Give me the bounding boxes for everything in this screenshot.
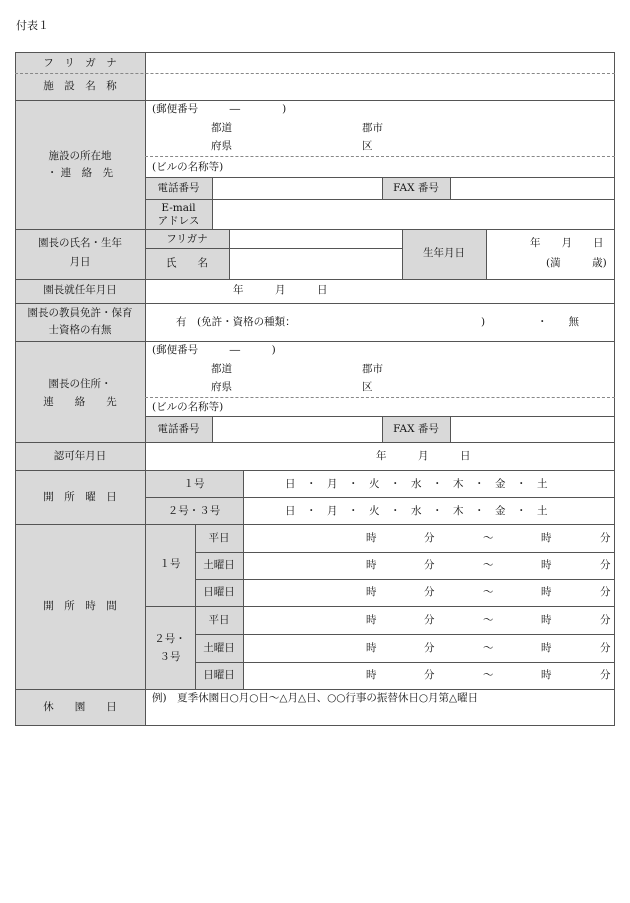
director-prefecture-label-top: 都道 xyxy=(211,363,232,375)
director-address-label-line2: 連 絡 先 xyxy=(43,396,117,408)
director-label-line1: 園長の氏名・生年 xyxy=(38,237,122,249)
open-days-label: 開 所 曜 日 xyxy=(43,491,117,503)
email-label-line2: アドレス xyxy=(157,215,200,227)
open-hours-type-2-3-line1: ２号・ xyxy=(154,633,186,645)
director-address-label-line1: 園長の住所・ xyxy=(48,378,112,390)
start-hour-unit: 時 xyxy=(366,614,377,626)
open-days-type-1: １号 xyxy=(183,478,205,490)
email-input[interactable] xyxy=(213,200,614,229)
day-type-weekday: 平日 xyxy=(208,614,230,626)
open-hours-label: 開 所 時 間 xyxy=(43,600,117,612)
day-type-sunday: 日曜日 xyxy=(203,586,235,598)
open-days-type-2-3: ２号・３号 xyxy=(167,505,221,517)
facility-name-label: 施 設 名 称 xyxy=(43,80,117,92)
approval-date-value: 年 月 日 xyxy=(376,450,471,462)
director-tel-input[interactable] xyxy=(213,417,381,442)
license-no-option[interactable]: ・ 無 xyxy=(537,316,579,328)
holidays-label: 休 園 日 xyxy=(43,701,117,713)
email-label-line1: E-mail xyxy=(161,202,196,214)
end-hour-unit: 時 xyxy=(541,559,552,571)
license-yes-option[interactable]: 有 (免許・資格の種類： xyxy=(176,316,296,328)
end-minute-unit: 分 xyxy=(600,559,611,571)
range-tilde: ～ xyxy=(483,532,494,544)
row-line xyxy=(15,100,615,101)
end-minute-unit: 分 xyxy=(600,532,611,544)
start-hour-unit: 時 xyxy=(366,642,377,654)
start-minute-unit: 分 xyxy=(424,614,435,626)
day-type-sunday: 日曜日 xyxy=(203,669,235,681)
license-label-line2: 士資格の有無 xyxy=(48,324,112,336)
end-hour-unit: 時 xyxy=(541,532,552,544)
director-fax-input[interactable] xyxy=(451,417,614,442)
holidays-input[interactable] xyxy=(146,690,614,725)
start-hour-unit: 時 xyxy=(366,586,377,598)
ward-label: 区 xyxy=(362,140,373,152)
director-postal-code-label: (郵便番号 ― ) xyxy=(152,344,276,356)
end-minute-unit: 分 xyxy=(600,669,611,681)
postal-code-label: (郵便番号 ― ) xyxy=(152,103,287,115)
appointment-date-value: 年 月 日 xyxy=(233,284,328,296)
birth-date-value: 年 月 日 xyxy=(530,237,604,249)
day-type-saturday: 土曜日 xyxy=(203,642,235,654)
start-minute-unit: 分 xyxy=(424,532,435,544)
row-line xyxy=(145,606,615,607)
end-hour-unit: 時 xyxy=(541,586,552,598)
cell-divider xyxy=(486,229,487,279)
day-type-weekday: 平日 xyxy=(208,532,230,544)
range-tilde: ～ xyxy=(483,642,494,654)
director-fax-label: FAX 番号 xyxy=(393,423,439,435)
building-divider xyxy=(145,156,615,157)
director-furigana-label: フリガナ xyxy=(166,233,208,245)
range-tilde: ～ xyxy=(483,614,494,626)
end-hour-unit: 時 xyxy=(541,642,552,654)
row-line xyxy=(195,634,615,635)
start-minute-unit: 分 xyxy=(424,642,435,654)
building-name-label: (ビルの名称等) xyxy=(152,161,224,173)
open-days-selector-2-3[interactable]: 日 ・ 月 ・ 火 ・ 水 ・ 木 ・ 金 ・ 土 xyxy=(285,505,548,517)
building-divider xyxy=(145,397,615,398)
open-hours-type-1: １号 xyxy=(159,558,181,570)
row-line xyxy=(15,442,615,443)
row-line xyxy=(15,341,615,342)
start-minute-unit: 分 xyxy=(424,669,435,681)
end-minute-unit: 分 xyxy=(600,614,611,626)
cell-divider xyxy=(243,470,244,524)
end-hour-unit: 時 xyxy=(541,614,552,626)
row-line xyxy=(195,552,615,553)
city-label: 郡市 xyxy=(362,122,383,134)
address-label-line2: ・ 連 絡 先 xyxy=(46,167,114,179)
end-minute-unit: 分 xyxy=(600,642,611,654)
fax-input[interactable] xyxy=(451,178,614,199)
license-close-paren: ) xyxy=(481,316,486,328)
range-tilde: ～ xyxy=(483,559,494,571)
facility-furigana-input[interactable] xyxy=(146,53,614,73)
start-hour-unit: 時 xyxy=(366,669,377,681)
address-label-line1: 施設の所在地 xyxy=(48,150,112,162)
prefecture-label-bottom: 府県 xyxy=(211,140,232,152)
start-hour-unit: 時 xyxy=(366,559,377,571)
tel-input[interactable] xyxy=(213,178,381,199)
start-minute-unit: 分 xyxy=(424,586,435,598)
age-value: (満 歳) xyxy=(546,257,607,269)
open-days-selector-1[interactable]: 日 ・ 月 ・ 火 ・ 水 ・ 木 ・ 金 ・ 土 xyxy=(285,478,548,490)
row-line xyxy=(15,303,615,304)
director-ward-label: 区 xyxy=(362,381,373,393)
row-line xyxy=(195,579,615,580)
row-line xyxy=(145,497,615,498)
approval-label: 認可年月日 xyxy=(53,450,107,462)
open-hours-type-2-3-line2: ３号 xyxy=(159,651,181,663)
start-minute-unit: 分 xyxy=(424,559,435,571)
director-prefecture-label-bottom: 府県 xyxy=(211,381,232,393)
day-type-saturday: 土曜日 xyxy=(203,559,235,571)
director-name-label: 氏 名 xyxy=(166,257,208,269)
row-line xyxy=(15,524,615,525)
director-name-input[interactable] xyxy=(230,249,401,279)
range-tilde: ～ xyxy=(483,669,494,681)
column-divider xyxy=(145,52,146,726)
appendix-title: 付表１ xyxy=(16,19,49,32)
director-building-name-label: (ビルの名称等) xyxy=(152,401,224,413)
license-label-line1: 園長の教員免許・保育 xyxy=(27,307,133,319)
facility-name-input[interactable] xyxy=(146,74,614,100)
facility-form xyxy=(15,52,615,727)
prefecture-label-top: 都道 xyxy=(211,122,232,134)
row-line xyxy=(15,470,615,471)
appointment-label: 園長就任年月日 xyxy=(43,284,117,296)
end-hour-unit: 時 xyxy=(541,669,552,681)
birth-date-label: 生年月日 xyxy=(423,247,465,259)
director-city-label: 郡市 xyxy=(362,363,383,375)
director-furigana-input[interactable] xyxy=(230,230,401,248)
facility-furigana-label: フ リ ガ ナ xyxy=(43,57,117,69)
fax-label: FAX 番号 xyxy=(393,182,439,194)
director-tel-label: 電話番号 xyxy=(157,423,200,435)
row-line xyxy=(15,279,615,280)
holidays-example-text: 例) 夏季休園日○月○日～△月△日、○○行事の振替休日○月第△曜日 xyxy=(152,692,479,704)
tel-label: 電話番号 xyxy=(157,182,200,194)
director-label-line2: 月日 xyxy=(69,256,91,268)
row-line xyxy=(195,662,615,663)
end-minute-unit: 分 xyxy=(600,586,611,598)
range-tilde: ～ xyxy=(483,586,494,598)
start-hour-unit: 時 xyxy=(366,532,377,544)
